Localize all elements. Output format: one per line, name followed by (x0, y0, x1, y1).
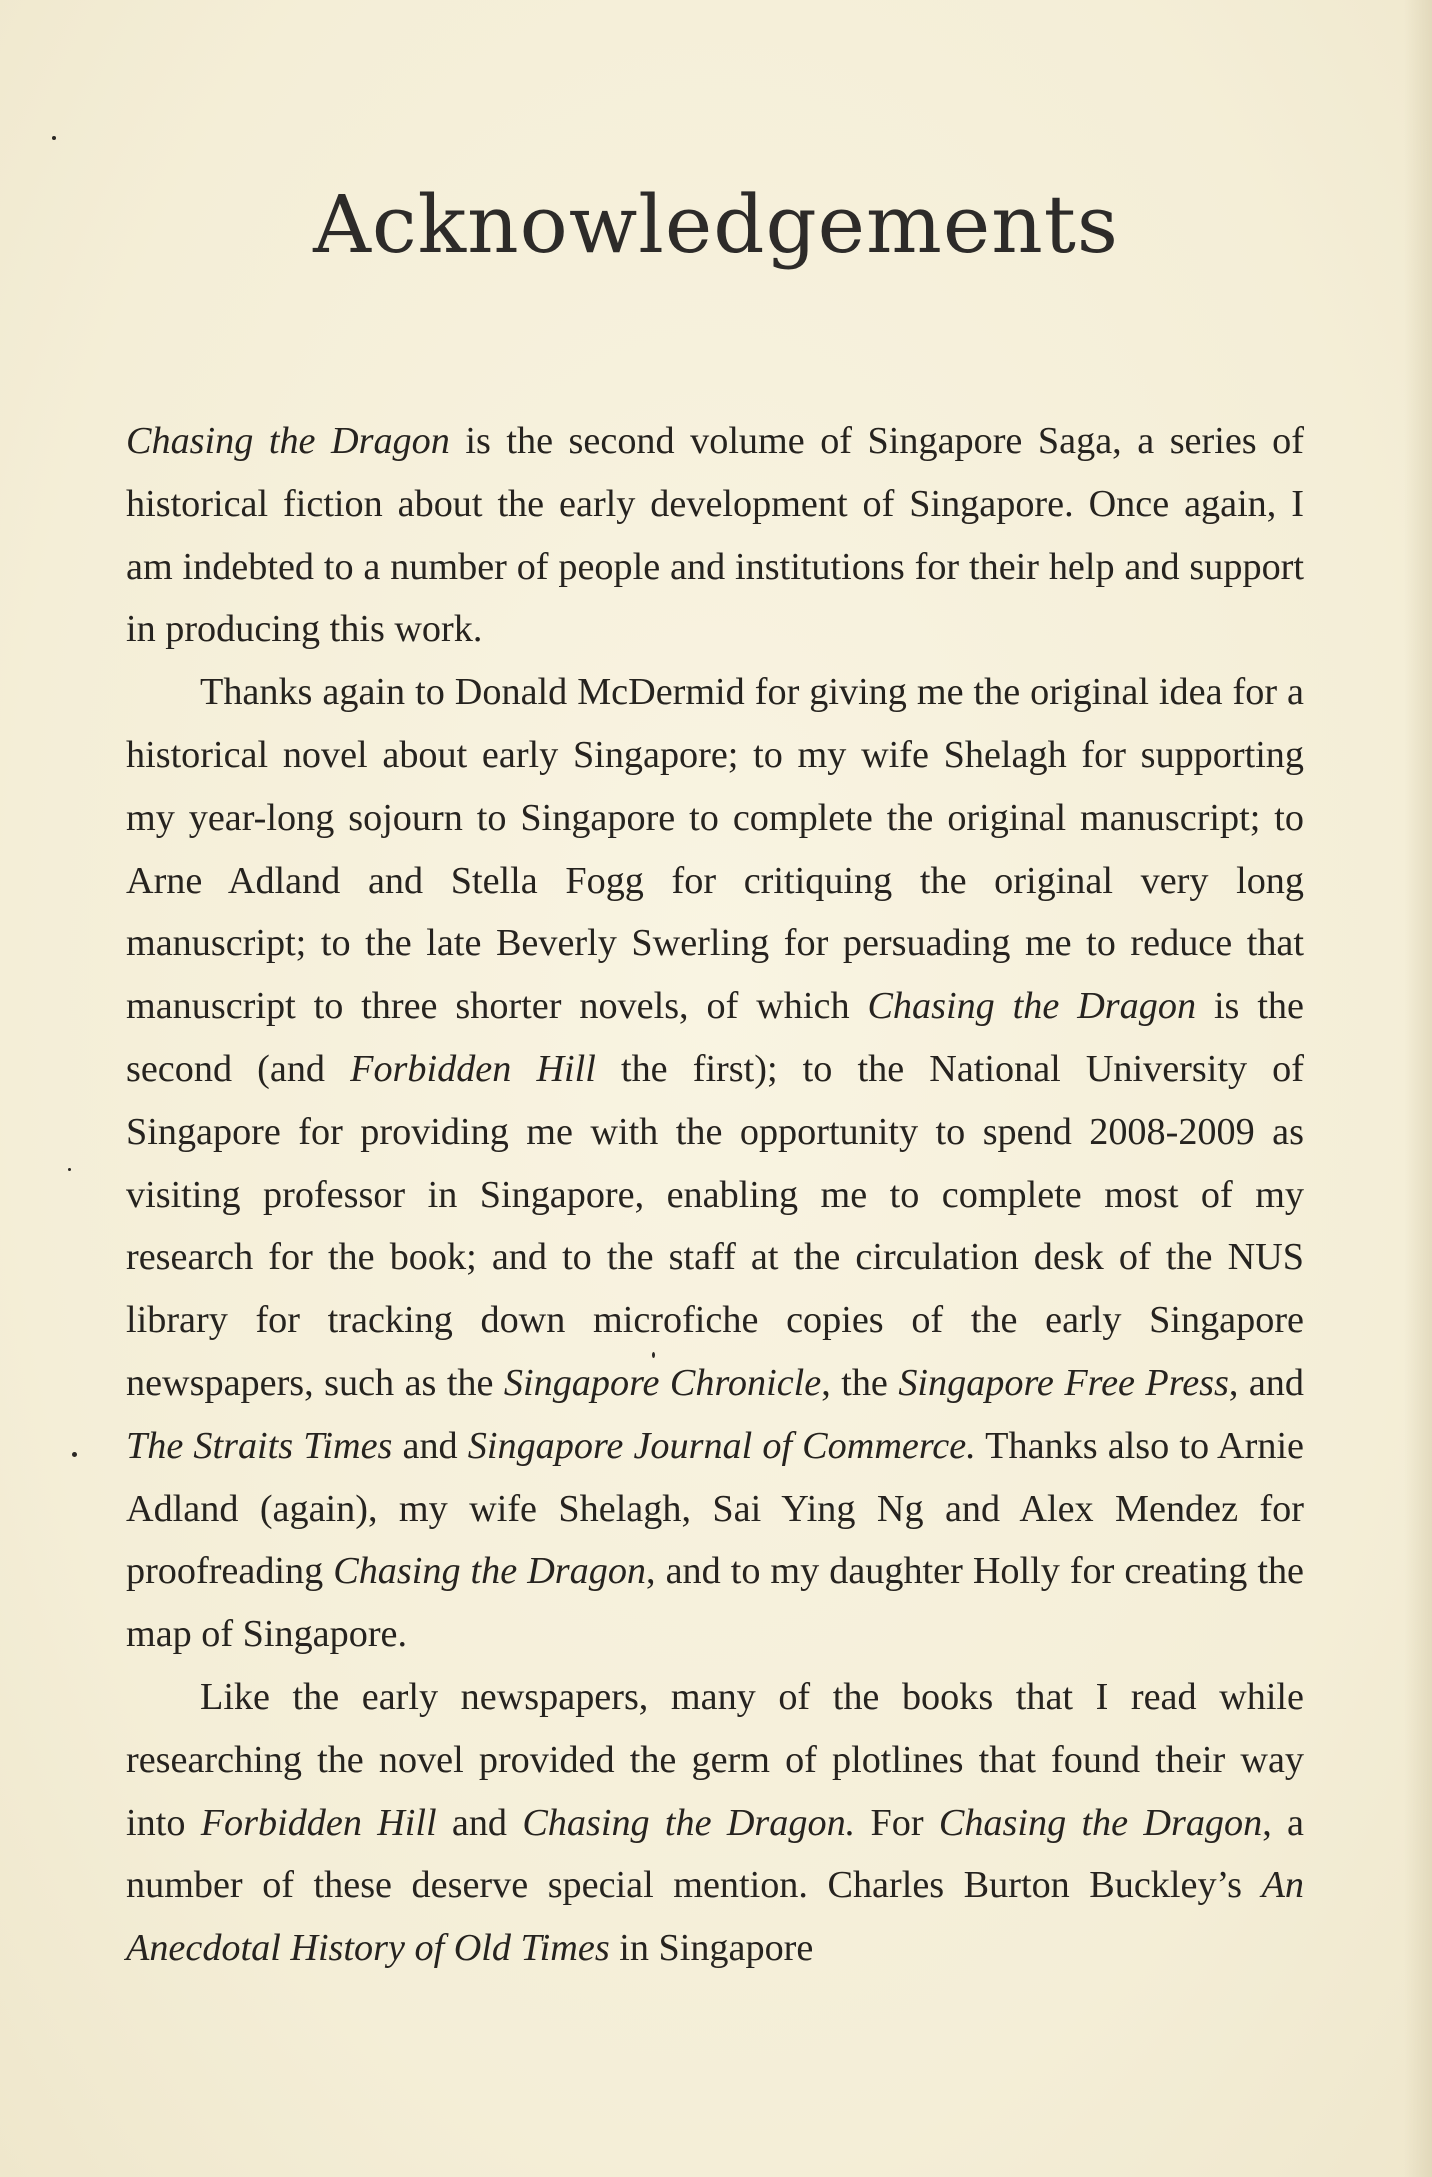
italic-title-span: An Anecdotal History of Old Times (126, 1864, 1304, 1970)
text-span: is the second (and (126, 985, 1304, 1090)
italic-title-span: Forbidden Hill (350, 1047, 596, 1090)
italic-title-span: Chasing the Dragon (938, 1801, 1263, 1844)
italic-title-span: The Straits Times (126, 1424, 393, 1467)
italic-title-span: Chasing the Dragon (126, 420, 450, 462)
italic-title-span: Singapore Free Press (898, 1361, 1229, 1404)
text-span: Like the early newspapers, many of the books that I read while researching the novel provided the germ of plotlines that found their way into (126, 1675, 1304, 1844)
text-span: For (855, 1801, 939, 1844)
italic-title-span: Chasing the Dragon. (522, 1801, 856, 1844)
paragraph (126, 410, 1304, 661)
print-speck (72, 1452, 77, 1457)
italic-title-span: Chasing the Dragon (867, 985, 1197, 1028)
text-span: in Singapore (609, 1927, 814, 1970)
text-span: and (436, 1801, 523, 1844)
text-span: the first); to the National University of Singapore for providing me with the opportunity to spend 2008-2009 as visiting professor in Singapore, enabling me to complete most of my research for the book; and to the staff at the circulation desk of the NUS library for tracking down microfiche copies of the early Singapore newspapers, such as the (126, 1047, 1304, 1404)
paragraph (126, 1666, 1304, 1980)
page-edge-shadow (1404, 0, 1432, 2177)
text-span: Thanks also to Arnie Adland (again), my wife Shelagh, Sai Ying Ng and Alex Mendez for proofreading (126, 1424, 1305, 1593)
text-span: , and (1228, 1361, 1304, 1404)
italic-title-span: Chasing the Dragon (333, 1550, 647, 1593)
text-span: is the second volume of Singapore Saga, a series of historical fiction about the early development of Singapore. Once again, I am indebted to a number of people and institutions for their help and support in producing this work. (126, 420, 1304, 651)
print-speck (52, 136, 56, 140)
italic-title-span: Forbidden Hill (200, 1801, 437, 1844)
body-text (126, 410, 1304, 1980)
text-span: , and to my daughter Holly for creating the map of Singapore. (126, 1550, 1304, 1656)
paragraph (126, 661, 1304, 1666)
text-span: and (392, 1424, 468, 1467)
italic-title-span: Singapore Chronicle (503, 1361, 822, 1404)
text-span: , a number of these deserve special mention. Charles Burton Buckley’s (126, 1801, 1304, 1907)
italic-title-span: Singapore Journal of Commerce. (467, 1424, 976, 1467)
text-span: Thanks again to Donald McDermid for giving me the original idea for a historical novel about early Singapore; to my wife Shelagh for supporting my year-long sojourn to Singapore to complete the original manuscript; to Arne Adland and Stella Fogg for critiquing the original very long manuscript; to the late Beverly Swerling for persuading me to reduce that manuscript to three shorter novels, of which (126, 671, 1304, 1028)
print-speck (68, 1168, 71, 1171)
text-span: , the (821, 1361, 899, 1404)
page-title: Acknowledgements (313, 178, 1119, 271)
